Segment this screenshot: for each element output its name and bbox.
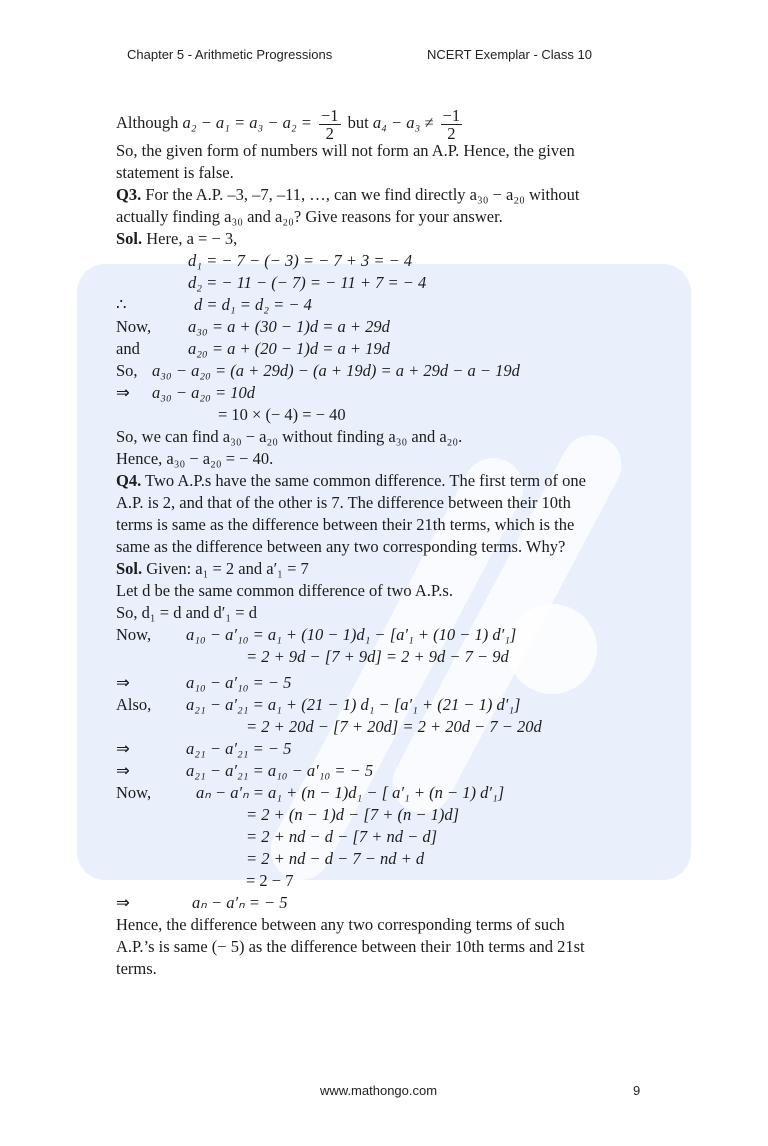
q3-text: For the A.P. –3, –7, –11, …, can we find directly a₃₀ − a₂₀ without (141, 185, 580, 204)
q2-conclusion-2: statement is false. (116, 163, 234, 182)
q4-sol-label: Sol. (116, 559, 143, 578)
q4-step (116, 760, 656, 782)
implies-symbol: ⇒ (116, 893, 130, 912)
step-label: So, (116, 361, 138, 380)
step-expr: a₃₀ = a + (30 − 1)d = a + 29d (188, 317, 390, 336)
step-label: Now, (116, 625, 152, 644)
fraction-minus-half-2 (441, 107, 463, 142)
step-expr: a₂₁ − a′₂₁ = − 5 (186, 739, 292, 758)
q4-step (116, 624, 656, 646)
frac-numerator: −1 (320, 105, 339, 125)
header-book-title: NCERT Exemplar - Class 10 (427, 47, 592, 62)
q3-step (116, 272, 656, 294)
step-label: Now, (116, 783, 152, 802)
q3-sol-label: Sol. (116, 229, 143, 248)
q3-step (116, 404, 656, 426)
expr-differences: a₂ − a₁ = a₃ − a₂ = (182, 113, 312, 132)
q3-conclusion-2: Hence, a₃₀ − a₂₀ = − 40. (116, 449, 274, 468)
header-chapter-title: Chapter 5 - Arithmetic Progressions (127, 47, 333, 62)
step-label: Now, (116, 317, 152, 336)
q4-step (116, 826, 656, 848)
q3-step (116, 316, 656, 338)
q3-step (116, 250, 656, 272)
q3-conclusion-1: So, we can find a₃₀ − a₂₀ without finding a₃₀ and a₂₀. (116, 427, 463, 446)
q3-step (116, 294, 656, 316)
step-expr: a₂₀ = a + (20 − 1)d = a + 19d (188, 339, 390, 358)
implies-symbol: ⇒ (116, 761, 130, 780)
q4-so-line: So, d₁ = d and d′₁ = d (116, 603, 257, 622)
q4-step (116, 848, 656, 870)
step-expr: a₃₀ − a₂₀ = 10d (152, 383, 255, 402)
q4-step (116, 694, 656, 716)
q4-conclusion-1: Hence, the difference between any two corresponding terms of such (116, 915, 565, 934)
q4-step (116, 738, 656, 760)
q3-solution-intro (116, 228, 656, 250)
q3-sol-intro: Here, a = − 3, (142, 229, 238, 248)
q4-step (116, 892, 656, 914)
implies-symbol: ⇒ (116, 383, 130, 402)
step-expr: a₁₀ − a′₁₀ = a₁ + (10 − 1)d₁ − [a′₁ + (10 − 1) d′₁] (186, 625, 517, 644)
step-expr: = 2 + 9d − [7 + 9d] = 2 + 9d − 7 − 9d (246, 647, 509, 666)
q4-step (116, 804, 656, 826)
text-although: Although (116, 113, 183, 132)
q2-although-line (116, 105, 656, 143)
q3-step (116, 338, 656, 360)
step-expr: aₙ − a′ₙ = a₁ + (n − 1)d₁ − [ a′₁ + (n − 1) d′₁] (196, 783, 505, 802)
footer-website-link[interactable]: www.mathongo.com (320, 1083, 438, 1098)
step-expr: a₁₀ − a′₁₀ = − 5 (186, 673, 292, 692)
step-expr: d₂ = − 11 − (− 7) = − 11 + 7 = − 4 (188, 273, 427, 292)
step-expr: aₙ − a′ₙ = − 5 (192, 893, 288, 912)
q4-question-line1 (116, 470, 656, 492)
q4-step (116, 782, 656, 804)
text-but: but (347, 113, 373, 132)
q4-question-line2: A.P. is 2, and that of the other is 7. The difference between their 10th (116, 493, 571, 512)
q4-step (116, 870, 656, 892)
implies-symbol: ⇒ (116, 673, 130, 692)
q4-step (116, 716, 656, 738)
step-label: Also, (116, 695, 152, 714)
q2-conclusion-1: So, the given form of numbers will not form an A.P. Hence, the given (116, 141, 575, 160)
expr-not-equal: a₄ − a₃ ≠ (372, 113, 434, 132)
q3-step (116, 360, 656, 382)
step-expr: d = d₁ = d₂ = − 4 (194, 295, 312, 314)
q4-solution-given (116, 558, 656, 580)
frac-denominator: 2 (325, 123, 334, 143)
footer-page-number: 9 (633, 1083, 641, 1098)
q4-question-line3: terms is same as the difference between their 21th terms, which is the (116, 515, 575, 534)
frac-numerator: −1 (442, 105, 461, 125)
q4-let-line: Let d be the same common difference of two A.P.s. (116, 581, 453, 600)
q4-step (116, 668, 656, 694)
step-label: and (116, 339, 140, 358)
step-expr: = 2 + (n − 1)d − [7 + (n − 1)d] (246, 805, 460, 824)
step-expr: = 2 − 7 (246, 871, 294, 890)
step-expr: a₂₁ − a′₂₁ = a₁₀ − a′₁₀ = − 5 (186, 761, 374, 780)
therefore-symbol: ∴ (116, 295, 127, 314)
q4-given: Given: a₁ = 2 and a′₁ = 7 (142, 559, 309, 578)
q3-label: Q3. (116, 185, 142, 204)
q3-step (116, 382, 656, 404)
q3-question-line2: actually finding a₃₀ and a₂₀? Give reasons for your answer. (116, 207, 503, 226)
implies-symbol: ⇒ (116, 739, 130, 758)
frac-denominator: 2 (447, 123, 456, 143)
q4-step (116, 646, 656, 668)
step-expr: a₂₁ − a′₂₁ = a₁ + (21 − 1) d₁ − [a′₁ + (21 − 1) d′₁] (186, 695, 521, 714)
q3-question-line1 (116, 184, 656, 206)
step-expr: = 10 × (− 4) = − 40 (218, 405, 346, 424)
step-expr: d₁ = − 7 − (− 3) = − 7 + 3 = − 4 (188, 251, 413, 270)
step-expr: = 2 + nd − d − 7 − nd + d (246, 849, 425, 868)
step-expr: = 2 + nd − d − [7 + nd − d] (246, 827, 438, 846)
q4-conclusion-3: terms. (116, 959, 157, 978)
q4-text: Two A.P.s have the same common difference. The first term of one (141, 471, 586, 490)
q4-label: Q4. (116, 471, 142, 490)
q4-question-line4: same as the difference between any two corresponding terms. Why? (116, 537, 566, 556)
fraction-minus-half (319, 107, 341, 142)
page-content (116, 106, 656, 980)
step-expr: a₃₀ − a₂₀ = (a + 29d) − (a + 19d) = a + 29d − a − 19d (152, 361, 520, 380)
q4-conclusion-2: A.P.’s is same (− 5) as the difference between their 10th terms and 21st (116, 937, 585, 956)
step-expr: = 2 + 20d − [7 + 20d] = 2 + 20d − 7 − 20d (246, 717, 542, 736)
